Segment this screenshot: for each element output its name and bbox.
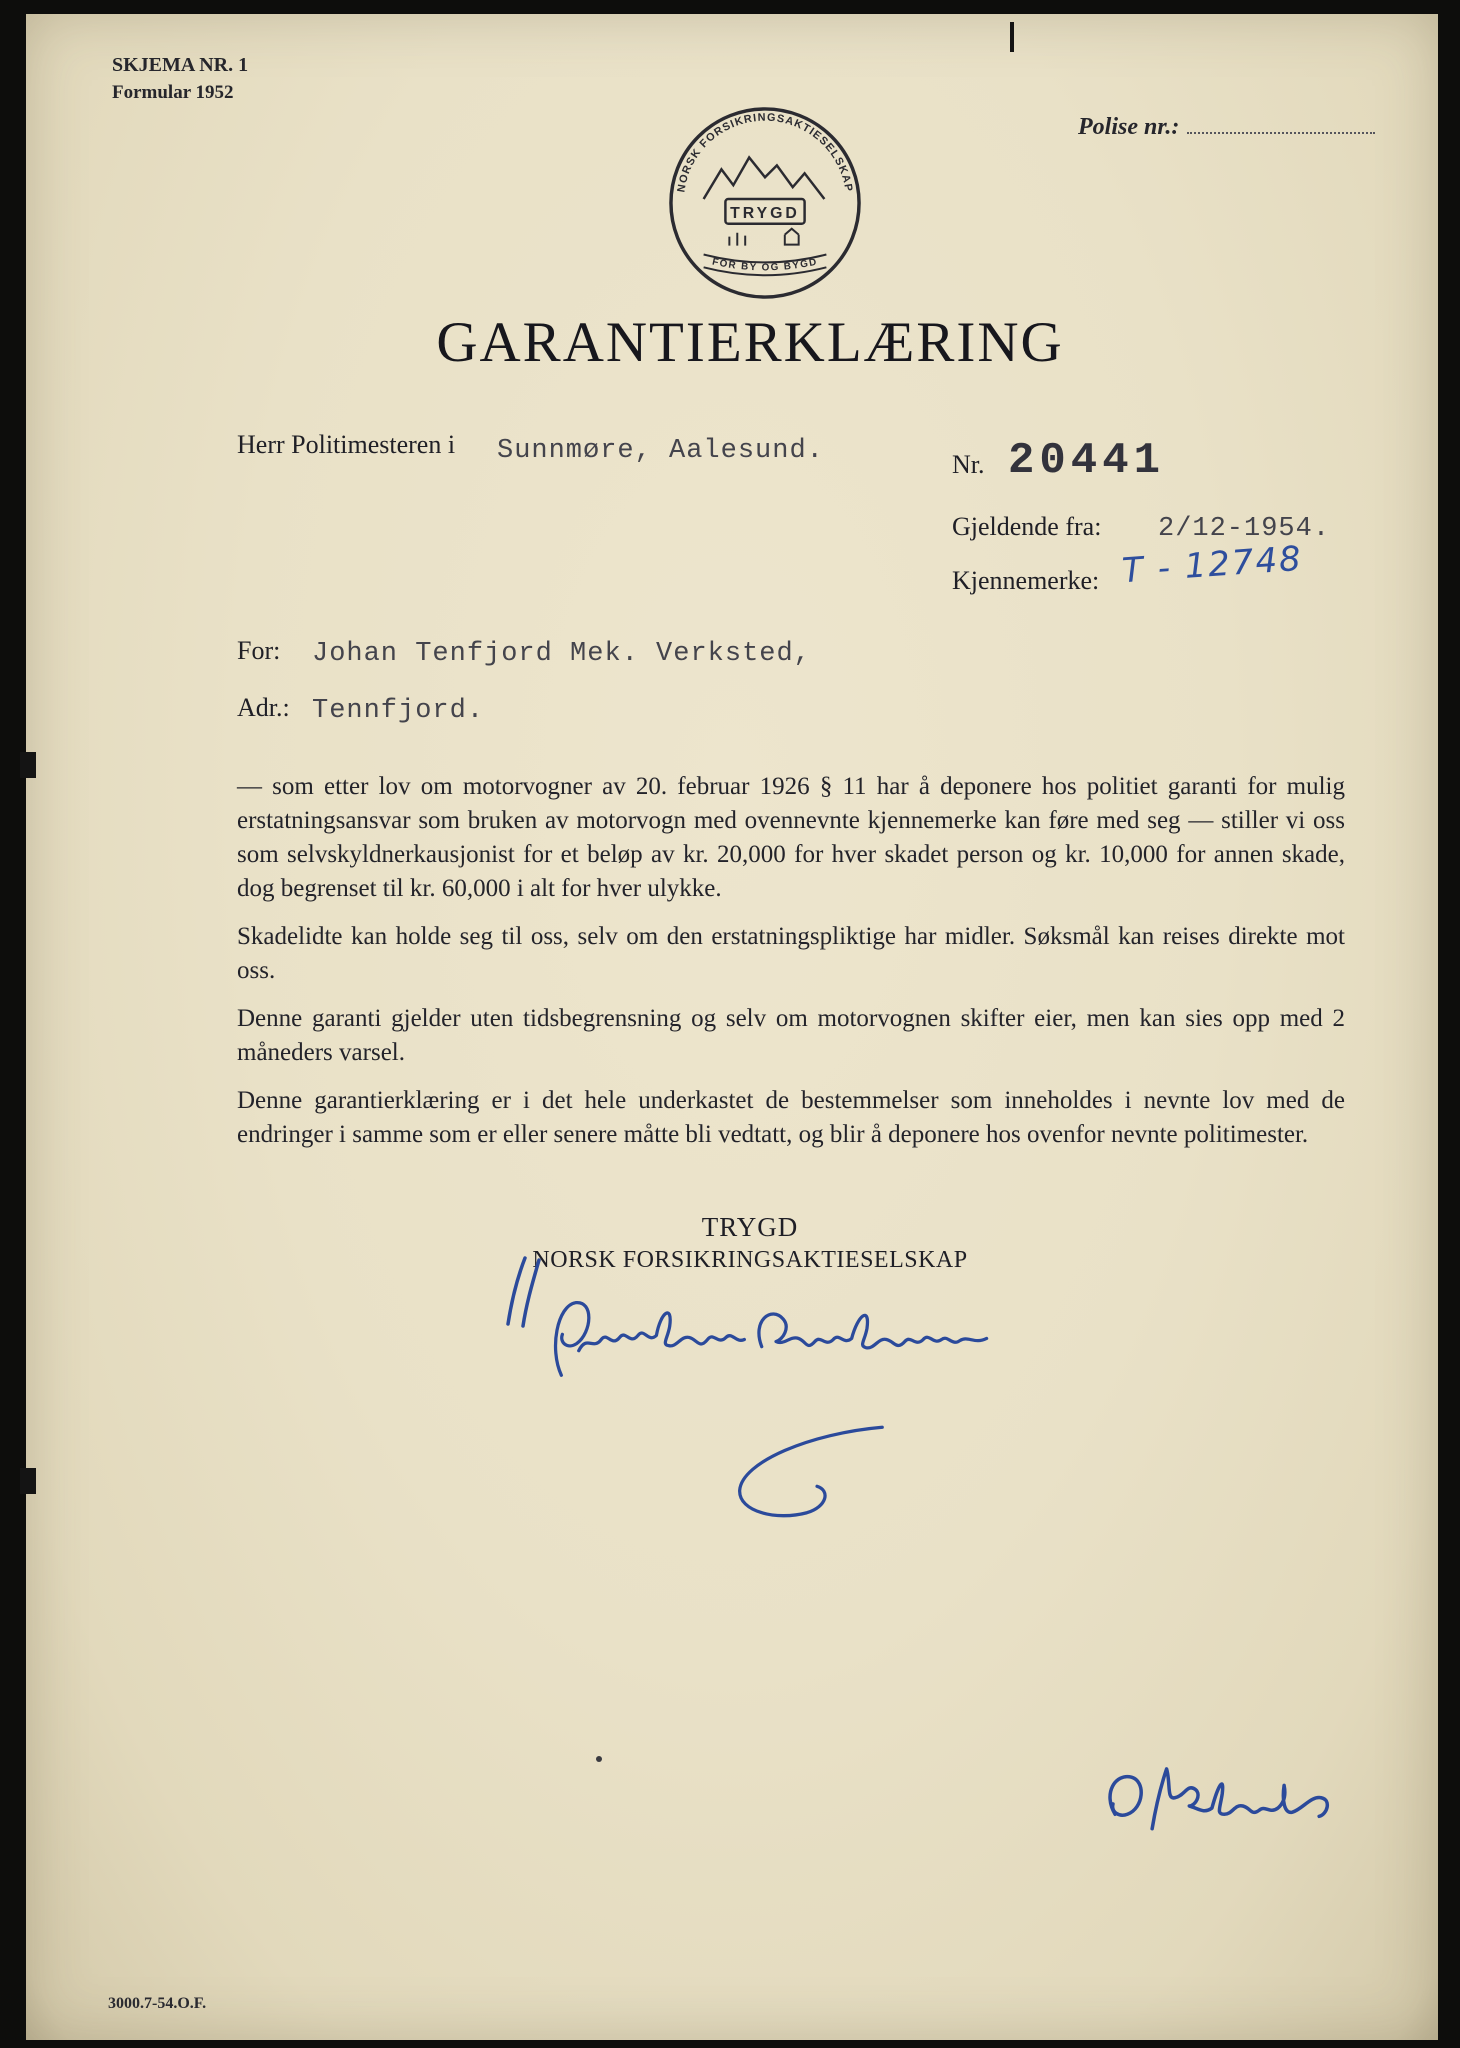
paragraph-4: Denne garantierklæring er i det hele underkastet de bestemmelser som inneholdes i nevnte lov med de endringer i samme som er eller senere måtte bli vedtatt, og blir å deponere hos ovenfor nevnte politimester.	[237, 1087, 1345, 1148]
kjennemerke-label: Kjennemerke:	[952, 566, 1100, 595]
kjennemerke-value: T - 12748	[1120, 538, 1304, 592]
scan-mark-left-1	[20, 752, 36, 778]
for-value: Johan Tenfjord Mek. Verksted,	[312, 639, 811, 669]
handwritten-tally-mark	[498, 1250, 544, 1332]
nr-value: 20441	[1008, 436, 1166, 486]
company-name-line2: NORSK FORSIKRINGSAKTIESELSKAP	[532, 1247, 968, 1273]
approval-signature	[1080, 1752, 1348, 1860]
gjeldende-value: 2/12-1954.	[1158, 514, 1331, 544]
paragraph-1: — som etter lov om motorvogner av 20. februar 1926 § 11 har å deponere hos politiet garanti for mulig erstatningsansvar som bruken av motorvogn med ovennevnte kjennemerke kan føre med seg — stiller vi oss som selvskyldnerkausjonist for et beløp av kr. 20,000 for hver skadet person og kr. 10,000 for annen skade, dog begrenset til kr. 60,000 i alt for hver ulykke.	[237, 773, 1345, 902]
seal-village-scene	[729, 229, 798, 246]
polise-line	[1078, 110, 1375, 141]
company-seal	[666, 104, 864, 302]
ink-speck	[596, 1756, 602, 1762]
svg-text:NORSK FORSIKRINGSAKTIESELSKAP	[675, 112, 854, 194]
seal-mountains	[704, 157, 825, 199]
nr-label: Nr.	[952, 450, 985, 479]
document-title: GARANTIERKLÆRING	[436, 311, 1064, 374]
scan-mark-left-2	[20, 1468, 36, 1494]
form-number: SKJEMA NR. 1	[112, 54, 249, 76]
seal-banner-text: FOR BY OG BYGD	[711, 256, 819, 274]
seal-center-text: TRYGD	[730, 204, 800, 222]
seal-graphic	[666, 104, 864, 302]
adr-value: Tennfjord.	[312, 696, 485, 726]
paragraph-3: Denne garanti gjelder uten tidsbegrensning og selv om motorvognen skifter eier, men kan sies opp med 2 måneders varsel.	[237, 1005, 1345, 1066]
addressee-value: Sunnmøre, Aalesund.	[497, 436, 824, 466]
signature-flourish	[725, 1415, 903, 1527]
print-code: 3000.7-54.O.F.	[108, 1995, 207, 2012]
polise-dotted-line	[1187, 110, 1375, 134]
director-signature	[545, 1283, 1005, 1398]
adr-label: Adr.:	[237, 693, 290, 722]
form-year: Formular 1952	[112, 82, 234, 103]
scan-mark-top	[1010, 22, 1014, 52]
paragraph-2: Skadelidte kan holde seg til oss, selv om den erstatningspliktige har midler. Søksmål kan reises direkte mot oss.	[237, 923, 1345, 984]
body-paragraphs	[237, 770, 1345, 1166]
addressee-label: Herr Politimesteren i	[237, 430, 456, 459]
for-label: For:	[237, 636, 281, 665]
company-name-line1: TRYGD	[701, 1212, 799, 1242]
gjeldende-label: Gjeldende fra:	[952, 512, 1102, 541]
polise-label: Polise nr.:	[1078, 114, 1180, 140]
seal-arc-text: NORSK FORSIKRINGSAKTIESELSKAP	[675, 111, 855, 194]
